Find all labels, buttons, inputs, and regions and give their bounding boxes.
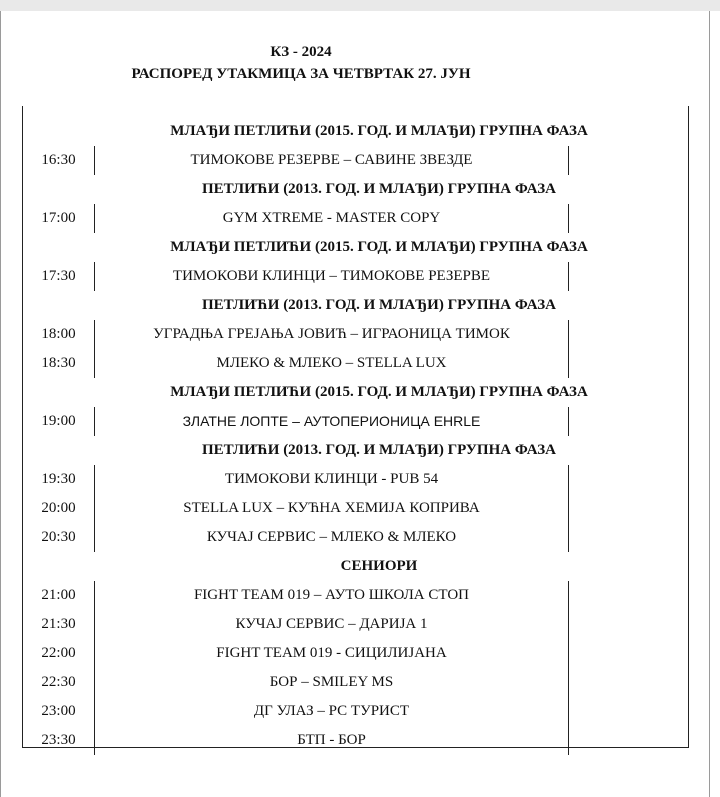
match-row <box>23 697 688 726</box>
group-heading: МЛАЂИ ПЕТЛИЋИ (2015. ГОД. И МЛАЂИ) ГРУПНА ФАЗА <box>170 239 588 255</box>
match-time: 20:00 <box>41 500 76 516</box>
schedule-table <box>22 106 689 748</box>
group-heading-row <box>23 378 688 407</box>
match-teams: FIGHT TEAM 019 - СИЦИЛИЈАНА <box>216 645 447 661</box>
match-row <box>23 146 688 175</box>
viewer-top-bar <box>0 0 720 11</box>
match-row <box>23 523 688 552</box>
match-time: 18:00 <box>41 326 76 342</box>
group-heading: СЕНИОРИ <box>340 558 418 574</box>
match-time: 18:30 <box>41 355 76 371</box>
document-subtitle: РАСПОРЕД УТАКМИЦА ЗА ЧЕТВРТАК 27. ЈУН <box>131 66 471 82</box>
match-time: 20:30 <box>41 529 76 545</box>
match-teams: ТИМОКОВИ КЛИНЦИ - PUB 54 <box>224 471 439 487</box>
group-heading-row <box>23 175 688 204</box>
group-heading-row <box>23 291 688 320</box>
match-row <box>23 349 688 378</box>
match-row <box>23 407 688 436</box>
match-row <box>23 639 688 668</box>
match-row <box>23 320 688 349</box>
match-time: 19:00 <box>41 413 76 429</box>
group-heading-row <box>23 552 688 581</box>
match-row <box>23 262 688 291</box>
match-teams: FIGHT TEAM 019 – АУТО ШКОЛА СТОП <box>193 587 470 603</box>
match-teams: УГРАДЊА ГРЕЈАЊА ЈОВИЋ – ИГРАОНИЦА ТИМОК <box>153 326 510 342</box>
match-row <box>23 581 688 610</box>
group-heading: МЛАЂИ ПЕТЛИЋИ (2015. ГОД. И МЛАЂИ) ГРУПНА ФАЗА <box>170 123 588 139</box>
match-time: 19:30 <box>41 471 76 487</box>
match-time: 21:30 <box>41 616 76 632</box>
match-time: 17:00 <box>41 210 76 226</box>
match-row <box>23 610 688 639</box>
match-teams: БТП - БОР <box>297 732 366 748</box>
match-time: 17:30 <box>41 268 76 284</box>
group-heading: ПЕТЛИЋИ (2013. ГОД. И МЛАЂИ) ГРУПНА ФАЗА <box>202 442 556 458</box>
match-row <box>23 668 688 697</box>
match-row <box>23 726 688 755</box>
match-time: 22:00 <box>41 645 76 661</box>
match-time: 21:00 <box>41 587 76 603</box>
group-heading: МЛАЂИ ПЕТЛИЋИ (2015. ГОД. И МЛАЂИ) ГРУПНА ФАЗА <box>170 384 588 400</box>
group-heading-row <box>23 436 688 465</box>
match-time: 23:00 <box>41 703 76 719</box>
match-time: 22:30 <box>41 674 76 690</box>
match-teams: ТИМОКОВЕ РЕЗЕРВЕ – САВИНЕ ЗВЕЗДЕ <box>190 152 473 168</box>
match-row <box>23 494 688 523</box>
match-teams: GYM XTREME - MASTER COPY <box>222 210 441 226</box>
match-row <box>23 204 688 233</box>
group-heading: ПЕТЛИЋИ (2013. ГОД. И МЛАЂИ) ГРУПНА ФАЗА <box>202 297 556 313</box>
group-heading-row <box>23 117 688 146</box>
match-teams: КУЧАЈ СЕРВИС – ДАРИЈА 1 <box>235 616 428 632</box>
match-teams: ТИМОКОВИ КЛИНЦИ – ТИМОКОВЕ РЕЗЕРВЕ <box>172 268 491 284</box>
match-teams: ЗЛАТНЕ ЛОПТЕ – АУТОПЕРИОНИЦА EHRLE <box>182 413 481 429</box>
match-time: 16:30 <box>41 152 76 168</box>
group-heading: ПЕТЛИЋИ (2013. ГОД. И МЛАЂИ) ГРУПНА ФАЗА <box>202 181 556 197</box>
match-time: 23:30 <box>41 732 76 748</box>
document-title: КЗ - 2024 <box>270 44 332 60</box>
match-teams: STELLA LUX – КУЋНА ХЕМИЈА КОПРИВА <box>183 500 480 516</box>
group-heading-row <box>23 233 688 262</box>
match-row <box>23 465 688 494</box>
match-teams: МЛЕКО & МЛЕКО – STELLA LUX <box>216 355 447 371</box>
match-teams: КУЧАЈ СЕРВИС – МЛЕКО & МЛЕКО <box>206 529 457 545</box>
document-page <box>0 11 710 797</box>
match-teams: ДГ УЛАЗ – РС ТУРИСТ <box>253 703 410 719</box>
match-teams: БОР – SMILEY MS <box>269 674 394 690</box>
